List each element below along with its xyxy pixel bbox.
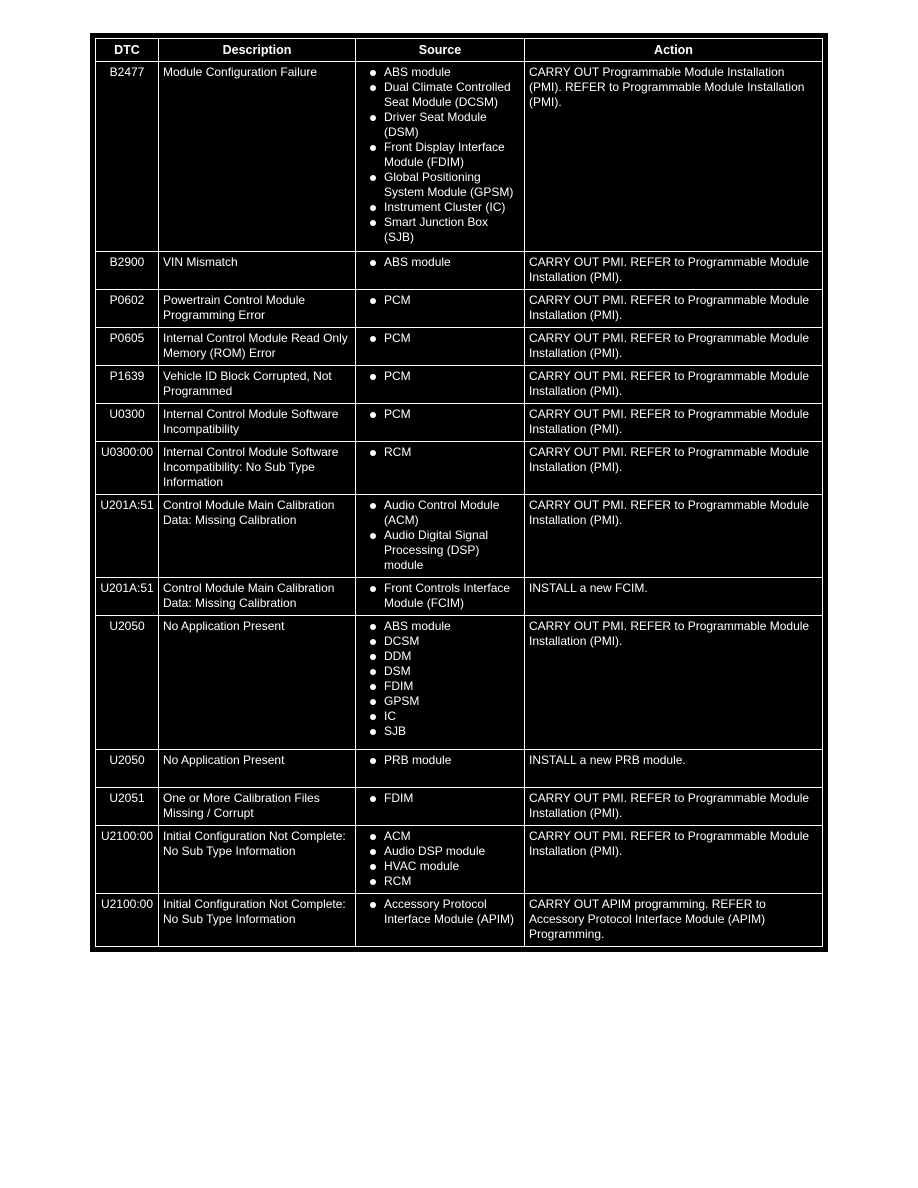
dtc-description: Powertrain Control Module Programming Error <box>159 290 356 328</box>
dtc-source <box>356 578 525 616</box>
source-item: ACM <box>360 829 520 844</box>
dtc-description: Module Configuration Failure <box>159 62 356 252</box>
dtc-code: U0300:00 <box>96 442 159 495</box>
source-item: RCM <box>360 874 520 889</box>
dtc-action: CARRY OUT PMI. REFER to Programmable Module Installation (PMI). <box>525 826 823 894</box>
source-list <box>360 407 520 422</box>
dtc-description: Control Module Main Calibration Data: Missing Calibration <box>159 578 356 616</box>
source-item: Smart Junction Box (SJB) <box>360 215 520 245</box>
source-item: SJB <box>360 724 520 739</box>
dtc-code: U2100:00 <box>96 826 159 894</box>
dtc-source <box>356 366 525 404</box>
table-row <box>96 62 823 252</box>
table-row <box>96 788 823 826</box>
dtc-description: Internal Control Module Software Incompatibility: No Sub Type Information <box>159 442 356 495</box>
dtc-table-container <box>90 33 828 952</box>
dtc-description: VIN Mismatch <box>159 252 356 290</box>
source-item: ABS module <box>360 255 520 270</box>
source-item: PCM <box>360 331 520 346</box>
dtc-source <box>356 495 525 578</box>
dtc-action: CARRY OUT Programmable Module Installation (PMI). REFER to Programmable Module Installation (PMI). <box>525 62 823 252</box>
dtc-code: B2900 <box>96 252 159 290</box>
source-list <box>360 293 520 308</box>
dtc-code: U201A:51 <box>96 578 159 616</box>
dtc-source <box>356 750 525 788</box>
source-item: GPSM <box>360 694 520 709</box>
source-item: Audio DSP module <box>360 844 520 859</box>
dtc-code: U2051 <box>96 788 159 826</box>
table-row <box>96 404 823 442</box>
table-row <box>96 290 823 328</box>
source-list <box>360 829 520 889</box>
dtc-code: P0602 <box>96 290 159 328</box>
source-item: IC <box>360 709 520 724</box>
table-row <box>96 252 823 290</box>
source-item: PCM <box>360 293 520 308</box>
dtc-source <box>356 252 525 290</box>
source-item: Audio Digital Signal Processing (DSP) module <box>360 528 520 573</box>
source-item: DCSM <box>360 634 520 649</box>
table-row <box>96 578 823 616</box>
source-item: ABS module <box>360 65 520 80</box>
dtc-code: U2050 <box>96 750 159 788</box>
dtc-description: No Application Present <box>159 750 356 788</box>
source-item: Front Controls Interface Module (FCIM) <box>360 581 520 611</box>
source-list <box>360 498 520 573</box>
dtc-source <box>356 894 525 947</box>
dtc-action: CARRY OUT PMI. REFER to Programmable Module Installation (PMI). <box>525 442 823 495</box>
dtc-action: CARRY OUT PMI. REFER to Programmable Module Installation (PMI). <box>525 616 823 750</box>
source-item: FDIM <box>360 679 520 694</box>
table-row <box>96 894 823 947</box>
source-item: ABS module <box>360 619 520 634</box>
dtc-source <box>356 62 525 252</box>
dtc-source <box>356 328 525 366</box>
dtc-action: CARRY OUT PMI. REFER to Programmable Module Installation (PMI). <box>525 404 823 442</box>
dtc-code: P1639 <box>96 366 159 404</box>
source-list <box>360 581 520 611</box>
source-list <box>360 619 520 739</box>
dtc-action: CARRY OUT PMI. REFER to Programmable Module Installation (PMI). <box>525 290 823 328</box>
source-item: RCM <box>360 445 520 460</box>
dtc-action: CARRY OUT PMI. REFER to Programmable Module Installation (PMI). <box>525 328 823 366</box>
dtc-code: U2100:00 <box>96 894 159 947</box>
source-item: Accessory Protocol Interface Module (APIM) <box>360 897 520 927</box>
source-list <box>360 255 520 270</box>
header-dtc: DTC <box>96 39 159 62</box>
dtc-action: CARRY OUT PMI. REFER to Programmable Module Installation (PMI). <box>525 495 823 578</box>
table-body <box>96 62 823 947</box>
dtc-action: INSTALL a new PRB module. <box>525 750 823 788</box>
source-item: Global Positioning System Module (GPSM) <box>360 170 520 200</box>
dtc-source <box>356 788 525 826</box>
dtc-action: CARRY OUT APIM programming. REFER to Accessory Protocol Interface Module (APIM) Programming. <box>525 894 823 947</box>
source-item: PCM <box>360 369 520 384</box>
source-list <box>360 791 520 806</box>
table-row <box>96 495 823 578</box>
header-action: Action <box>525 39 823 62</box>
dtc-code: P0605 <box>96 328 159 366</box>
source-item: PCM <box>360 407 520 422</box>
dtc-code: U201A:51 <box>96 495 159 578</box>
dtc-description: No Application Present <box>159 616 356 750</box>
dtc-source <box>356 290 525 328</box>
table-row <box>96 826 823 894</box>
table-row <box>96 328 823 366</box>
dtc-code: U0300 <box>96 404 159 442</box>
table-row <box>96 366 823 404</box>
source-item: Front Display Interface Module (FDIM) <box>360 140 520 170</box>
source-item: PRB module <box>360 753 520 768</box>
dtc-action: CARRY OUT PMI. REFER to Programmable Module Installation (PMI). <box>525 252 823 290</box>
table-row <box>96 442 823 495</box>
dtc-action: CARRY OUT PMI. REFER to Programmable Module Installation (PMI). <box>525 788 823 826</box>
dtc-table <box>95 38 823 947</box>
source-item: FDIM <box>360 791 520 806</box>
source-item: Audio Control Module (ACM) <box>360 498 520 528</box>
source-item: Driver Seat Module (DSM) <box>360 110 520 140</box>
source-item: DDM <box>360 649 520 664</box>
header-source: Source <box>356 39 525 62</box>
dtc-code: B2477 <box>96 62 159 252</box>
source-item: Dual Climate Controlled Seat Module (DCSM) <box>360 80 520 110</box>
header-description: Description <box>159 39 356 62</box>
source-item: Instrument Cluster (IC) <box>360 200 520 215</box>
source-list <box>360 897 520 927</box>
dtc-description: Initial Configuration Not Complete: No Sub Type Information <box>159 894 356 947</box>
dtc-description: Vehicle ID Block Corrupted, Not Programmed <box>159 366 356 404</box>
dtc-source <box>356 616 525 750</box>
dtc-description: Control Module Main Calibration Data: Missing Calibration <box>159 495 356 578</box>
source-item: HVAC module <box>360 859 520 874</box>
table-header-row <box>96 39 823 62</box>
dtc-description: Initial Configuration Not Complete: No Sub Type Information <box>159 826 356 894</box>
dtc-source <box>356 404 525 442</box>
dtc-action: INSTALL a new FCIM. <box>525 578 823 616</box>
dtc-description: Internal Control Module Read Only Memory (ROM) Error <box>159 328 356 366</box>
source-item: DSM <box>360 664 520 679</box>
dtc-description: Internal Control Module Software Incompatibility <box>159 404 356 442</box>
dtc-source <box>356 442 525 495</box>
table-row <box>96 750 823 788</box>
table-row <box>96 616 823 750</box>
dtc-code: U2050 <box>96 616 159 750</box>
source-list <box>360 331 520 346</box>
source-list <box>360 445 520 460</box>
dtc-source <box>356 826 525 894</box>
dtc-description: One or More Calibration Files Missing / Corrupt <box>159 788 356 826</box>
source-list <box>360 65 520 245</box>
source-list <box>360 369 520 384</box>
dtc-action: CARRY OUT PMI. REFER to Programmable Module Installation (PMI). <box>525 366 823 404</box>
source-list <box>360 753 520 768</box>
